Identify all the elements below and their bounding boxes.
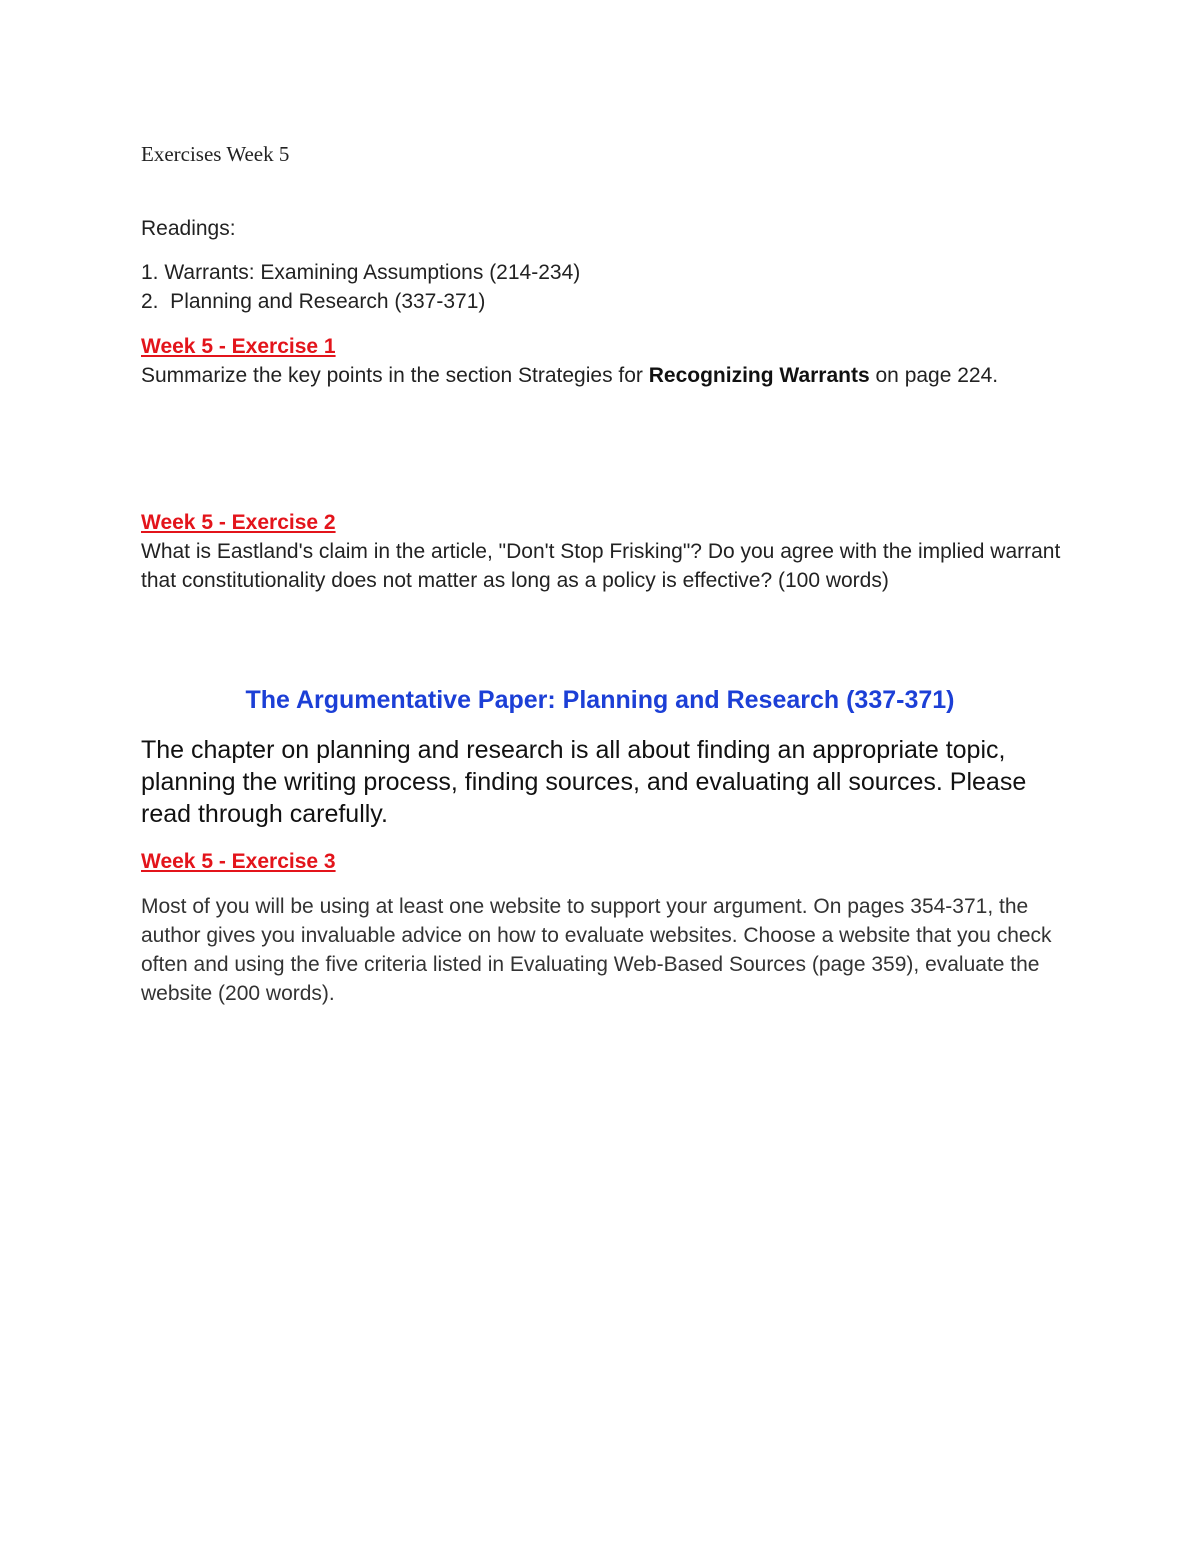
reading-item: 1. Warrants: Examining Assumptions (214-234) (141, 261, 581, 284)
exercise-3-heading: Week 5 - Exercise 3 (141, 850, 336, 873)
document-title: Exercises Week 5 (141, 142, 290, 166)
readings-label: Readings: (141, 217, 236, 240)
exercise-1-text-before: Summarize the key points in the section Strategies for (141, 364, 649, 387)
reading-item: 2. Planning and Research (337-371) (141, 290, 486, 313)
exercise-1-heading: Week 5 - Exercise 1 (141, 335, 336, 358)
exercise-1-text (141, 361, 1071, 390)
exercise-2-heading: Week 5 - Exercise 2 (141, 511, 336, 534)
exercise-1-text-after: on page 224. (869, 364, 999, 387)
section-intro: The chapter on planning and research is all about finding an appropriate topic, planning the writing process, finding sources, and evaluating all sources. Please read through carefully. (141, 736, 1027, 828)
exercise-2-text: What is Eastland's claim in the article, "Don't Stop Frisking"? Do you agree with the implied warrant that constitutionality does not matter as long as a policy is effective? (100 words) (141, 540, 1061, 592)
section-heading: The Argumentative Paper: Planning and Research (337-371) (245, 686, 955, 714)
exercise-1-bold-term: Recognizing Warrants (648, 364, 870, 387)
readings-list (141, 258, 580, 316)
exercise-3-text: Most of you will be using at least one website to support your argument. On pages 354-371, the author gives you invaluable advice on how to evaluate websites. Choose a website that you check often and using the five criteria listed in Evaluating Web-Based Sources (page 359), evaluate the website (200 words). (141, 895, 1052, 1005)
